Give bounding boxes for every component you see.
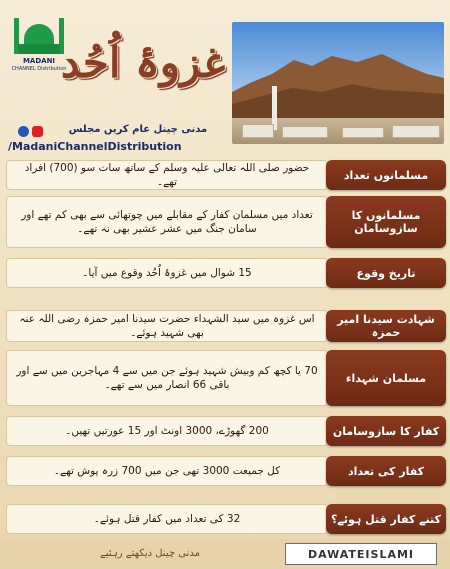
fact-row-kuffar-killed	[6, 504, 446, 534]
social-handle[interactable]: /MadaniChannelDistribution	[8, 140, 182, 153]
fact-label: شہادت سیدنا امیر حمزہ	[326, 310, 446, 342]
facebook-icon[interactable]	[18, 126, 29, 137]
fact-value: 32 کی تعداد میں کفار قتل ہوئے۔	[6, 504, 328, 534]
fact-label: مسلمانوں تعداد	[326, 160, 446, 190]
footer	[0, 539, 450, 569]
fact-label: کفار کا سازوسامان	[326, 416, 446, 446]
fact-row-muslim-count	[6, 160, 446, 190]
dawateislami-logo: DAWATEISLAMI	[285, 543, 437, 565]
brand-sub: CHANNEL Distribution	[11, 66, 67, 72]
fact-label: مسلمانوں کا سازوسامان	[326, 196, 446, 248]
fact-label: تاریخ وقوع	[326, 258, 446, 288]
fact-value: کل جمیعت 3000 تھی جن میں 700 زرہ پوش تھے۔	[6, 456, 328, 486]
fact-value: حضور صلی اللہ تعالی علیہ وسلم کے ساتھ سات سو (700) افراد تھے۔	[6, 160, 328, 190]
fact-value: 70 یا کچھ کم وبیش شہید ہوئے جن میں سے 4 مہاجرین میں سے اور باقی 66 انصار میں سے تھے۔	[6, 350, 328, 406]
fact-label: کتنے کفار قتل ہوئے؟	[326, 504, 446, 534]
fact-value: اس غزوہ میں سید الشہداء حضرت سیدنا امیر حمزہ رضی اللہ عنہ بھی شہید ہوئے۔	[6, 310, 328, 342]
page-title: غزوۂ اُحُد	[60, 38, 226, 87]
fact-value: تعداد میں مسلمان کفار کے مقابلے میں چوتھائی سے بھی کم تھے اور سامان جنگ میں عشر عشیر بھی نہ تھے۔	[6, 196, 328, 248]
mount-uhud-photo	[232, 22, 444, 144]
social-bar	[18, 124, 228, 138]
fact-value: 200 گھوڑے، 3000 اونٹ اور 15 عورتیں تھیں۔	[6, 416, 328, 446]
fact-row-martyrdom-hamza	[6, 310, 446, 342]
fact-row-muslim-equipment	[6, 196, 446, 248]
brand-name: MADANI	[22, 57, 56, 65]
youtube-icon[interactable]	[32, 126, 43, 137]
fact-row-kuffar-equipment	[6, 416, 446, 446]
fact-label: مسلمان شہداء	[326, 350, 446, 406]
channel-name: مدنی چینل عام کریں مجلس	[68, 124, 208, 135]
fact-label: کفار کی تعداد	[326, 456, 446, 486]
fact-row-martyrs	[6, 350, 446, 406]
footer-tagline: مدنی چینل دیکھتے رہئیے	[100, 548, 200, 559]
fact-row-date	[6, 258, 446, 288]
fact-value: 15 شوال میں غزوۂ اُحُد وقوع میں آیا۔	[6, 258, 328, 288]
green-dome-icon	[24, 24, 54, 46]
fact-row-kuffar-count	[6, 456, 446, 486]
